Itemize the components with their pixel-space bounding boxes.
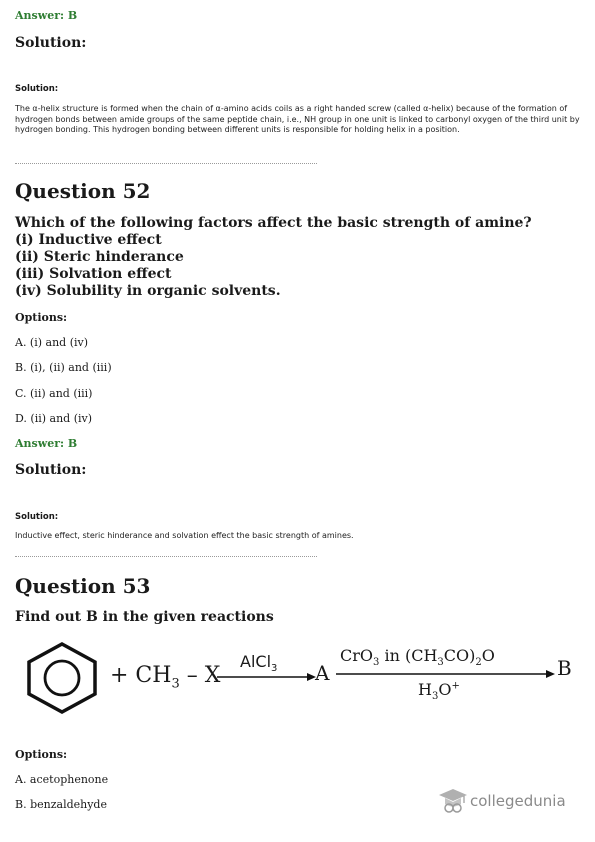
product-b: B bbox=[557, 656, 572, 680]
question-text bbox=[15, 215, 532, 300]
option-a: A. acetophenone bbox=[15, 773, 109, 786]
benzene-ring-icon bbox=[22, 640, 102, 715]
option-d: D. (ii) and (iv) bbox=[15, 412, 93, 425]
product-a: A bbox=[315, 661, 330, 685]
question-line: (ii) Steric hinderance bbox=[15, 249, 184, 265]
divider bbox=[15, 163, 317, 164]
catalyst-label: AlCl$_3$ bbox=[240, 652, 278, 675]
question-line: (iv) Solubility in organic solvents. bbox=[15, 283, 281, 299]
question-line: (i) Inductive effect bbox=[15, 232, 162, 248]
solution-heading: Solution: bbox=[15, 462, 87, 478]
divider bbox=[15, 556, 317, 557]
reagent-top-label: CrO$_3$ in $(CH_3CO)_2O$ bbox=[340, 646, 495, 669]
solution-label: Solution: bbox=[15, 512, 59, 522]
reagent-bottom-label: $H_3O^+$ bbox=[418, 680, 460, 703]
brand-name: collegedunia bbox=[470, 792, 566, 810]
options-heading: Options: bbox=[15, 311, 68, 324]
solution-text: The α-helix structure is formed when the chain of α-amino acids coils as a right handed screw (called α-helix) because of the formation of hydrogen bonds between amide groups of the same peptide chain, i.e., NH group in one unit is linked to carbonyl oxygen of the third unit by hydrogen bonding. This hydrogen bonding between different units is responsible for holding helix in a position. bbox=[15, 104, 580, 135]
solution-label: Solution: bbox=[15, 84, 59, 94]
solution-text: Inductive effect, steric hinderance and solvation effect the basic strength of amines. bbox=[15, 531, 354, 540]
question-text: Find out B in the given reactions bbox=[15, 609, 274, 625]
option-c: C. (ii) and (iii) bbox=[15, 387, 93, 400]
option-a: A. (i) and (iv) bbox=[15, 336, 89, 349]
options-heading: Options: bbox=[15, 748, 68, 761]
option-b: B. (i), (ii) and (iii) bbox=[15, 361, 112, 374]
answer-label: Answer: B bbox=[15, 437, 78, 450]
reaction-arrow-icon bbox=[336, 668, 556, 680]
question-line: (iii) Solvation effect bbox=[15, 266, 172, 282]
question-line: Which of the following factors affect the basic strength of amine? bbox=[15, 215, 532, 231]
question-title: Question 52 bbox=[15, 179, 151, 203]
answer-label: Answer: B bbox=[15, 9, 78, 22]
collegedunia-logo bbox=[438, 786, 566, 816]
reactant-text: + $CH_3$ – X bbox=[110, 663, 221, 692]
question-title: Question 53 bbox=[15, 574, 151, 598]
solution-heading: Solution: bbox=[15, 35, 87, 51]
option-b: B. benzaldehyde bbox=[15, 798, 107, 811]
graduation-cap-icon bbox=[438, 786, 468, 816]
reaction-scheme bbox=[22, 640, 582, 715]
reaction-arrow-icon bbox=[217, 671, 317, 683]
